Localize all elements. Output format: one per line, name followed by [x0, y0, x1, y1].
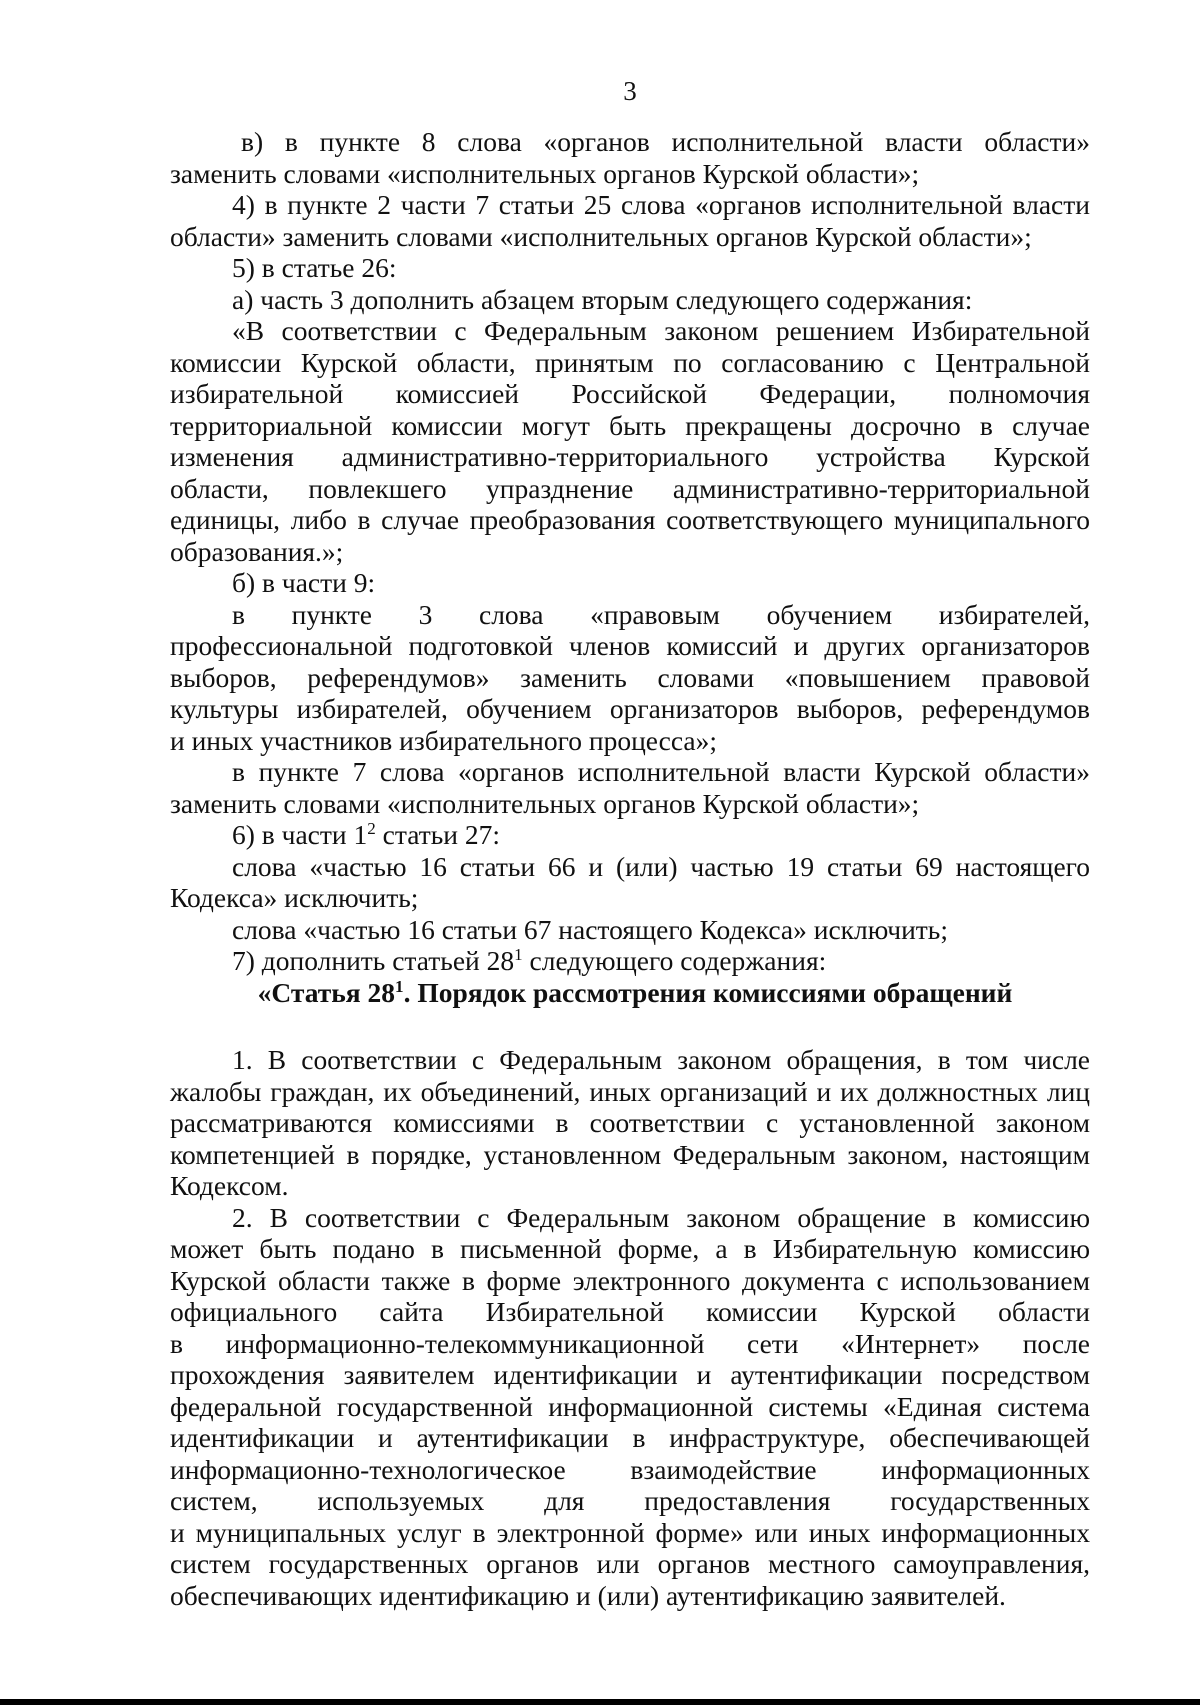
text-line: 4) в пункте 2 части 7 статьи 25 слова «органов исполнительной власти [232, 189, 1090, 220]
text-line: жалобы граждан, их объединений, иных организаций и их должностных лиц [170, 1075, 1090, 1107]
superscript: 2 [367, 818, 376, 838]
text-line: образования.»; [170, 535, 344, 567]
text-line: Кодексом. [170, 1170, 289, 1201]
text-line: компетенцией в порядке, установленном Федеральным законом, настоящим [170, 1138, 1090, 1170]
article-heading [170, 977, 1090, 1009]
text-line: в пункте 3 слова «правовым обучением избирателей, [232, 598, 1090, 630]
text-line: Курской области также в форме электронного документа с использованием [170, 1264, 1090, 1296]
heading-fragment: . Порядок рассмотрения комиссиями обращений [403, 976, 1013, 1008]
text-line: 1. В соответствии с Федеральным законом обращения, в том числе [232, 1044, 1090, 1075]
text-fragment: 6) в части 1 [232, 819, 368, 850]
text-line: и иных участников избирательного процесса»; [170, 724, 718, 756]
text-line: официального сайта Избирательной комиссии Курской области [170, 1296, 1090, 1327]
spacer [170, 1008, 1090, 1044]
text-line: в) в пункте 8 слова «органов исполнительной власти области» [241, 126, 1090, 157]
text-line [170, 819, 1090, 851]
text-line: систем, используемых для предоставления государственных [170, 1485, 1090, 1516]
text-line: рассматриваются комиссиями в соответствии с установленной законом [170, 1107, 1090, 1138]
document-body [170, 126, 1090, 1611]
text-line: заменить словами «исполнительных органов Курской области»; [170, 157, 920, 189]
text-line: комиссии Курской области, принятым по согласованию с Центральной [170, 346, 1090, 378]
text-line: профессиональной подготовкой членов комиссий и других организаторов [170, 630, 1090, 661]
text-line: 5) в статье 26: [232, 252, 397, 283]
text-fragment: 7) дополнить статьей 28 [232, 945, 515, 976]
scan-edge-bar [0, 1699, 1200, 1705]
text-line: изменения административно-территориального устройства Курской [170, 441, 1090, 472]
text-line: федеральной государственной информационной системы «Единая система [170, 1390, 1090, 1422]
text-line: «В соответствии с Федеральным законом решением Избирательной [232, 315, 1090, 346]
text-line: 2. В соответствии с Федеральным законом обращение в комиссию [232, 1201, 1090, 1233]
text-line: и муниципальных услуг в электронной форме» или иных информационных [170, 1516, 1090, 1548]
superscript: 1 [395, 976, 404, 996]
text-line: информационно-технологическое взаимодействие информационных [170, 1453, 1090, 1485]
text-line: единицы, либо в случае преобразования соответствующего муниципального [170, 504, 1090, 535]
text-line: области, повлекшего упразднение административно-территориальной [170, 472, 1090, 504]
text-line [170, 945, 1090, 977]
text-fragment: следующего содержания: [522, 945, 827, 976]
text-line: избирательной комиссией Российской Федерации, полномочия [170, 378, 1090, 409]
heading-fragment: «Статья 28 [257, 976, 396, 1008]
text-line: а) часть 3 дополнить абзацем вторым следующего содержания: [232, 283, 973, 315]
text-line: идентификации и аутентификации в инфраструктуре, обеспечивающей [170, 1422, 1090, 1453]
text-line: территориальной комиссии могут быть прекращены досрочно в случае [170, 409, 1090, 441]
text-line: слова «частью 16 статьи 66 и (или) частью 19 статьи 69 настоящего [232, 850, 1090, 882]
text-line: в пункте 7 слова «органов исполнительной власти Курской области» [232, 756, 1090, 787]
text-line: слова «частью 16 статьи 67 настоящего Кодекса» исключить; [232, 913, 948, 945]
text-line: обеспечивающих идентификацию и (или) аутентификацию заявителей. [170, 1579, 1006, 1611]
text-line: культуры избирателей, обучением организаторов выборов, референдумов [170, 693, 1090, 724]
text-line: прохождения заявителем идентификации и аутентификации посредством [170, 1359, 1090, 1390]
text-line: Кодекса» исключить; [170, 882, 419, 913]
text-line: области» заменить словами «исполнительных органов Курской области»; [170, 220, 1032, 252]
text-fragment: статьи 27: [375, 819, 500, 850]
text-line: б) в части 9: [232, 567, 376, 598]
superscript: 1 [514, 944, 523, 964]
text-line: систем государственных органов или органов местного самоуправления, [170, 1548, 1090, 1579]
text-line: может быть подано в письменной форме, а в Избирательную комиссию [170, 1233, 1090, 1264]
text-line: заменить словами «исполнительных органов Курской области»; [170, 787, 920, 819]
text-line: в информационно-телекоммуникационной сети «Интернет» после [170, 1327, 1090, 1359]
page-number: 3 [623, 76, 637, 106]
text-line: выборов, референдумов» заменить словами «повышением правовой [170, 661, 1090, 693]
